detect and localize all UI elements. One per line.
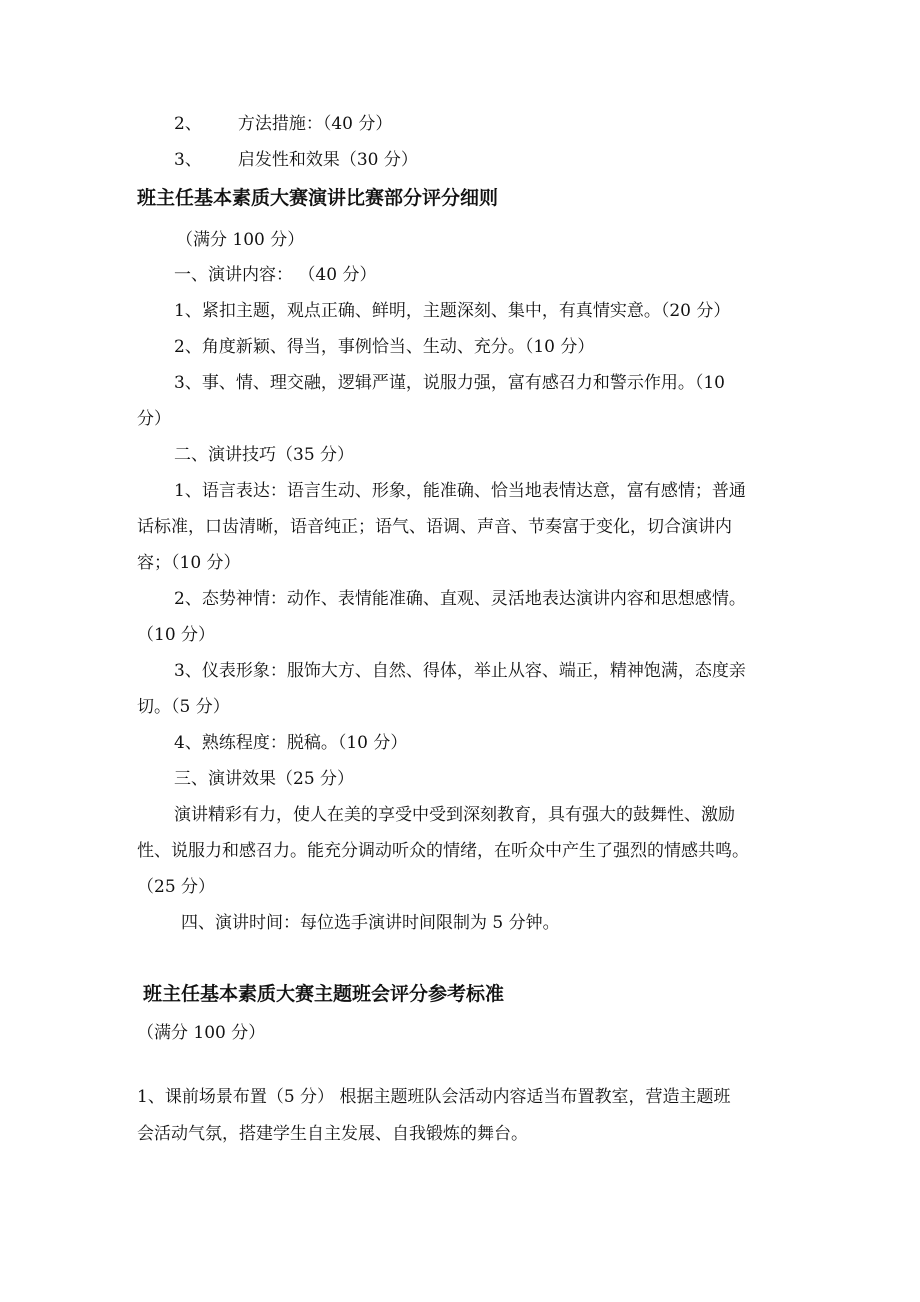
criterion-text: 1、课前场景布置（5 分） 根据主题班队会活动内容适当布置教室，营造主题班	[137, 1087, 731, 1107]
full-score-note: （满分 100 分）	[176, 230, 305, 250]
subsection-heading: 四、演讲时间：每位选手演讲时间限制为 5 分钟。	[181, 913, 560, 933]
criterion-text: 3、事、情、理交融，逻辑严谨，说服力强，富有感召力和警示作用。（10	[174, 373, 725, 393]
criterion-text: 2、角度新颖、得当，事例恰当、生动、充分。（10 分）	[174, 337, 595, 357]
item-number: 3、	[174, 150, 202, 170]
criterion-text: 3、仪表形象：服饰大方、自然、得体，举止从容、端正，精神饱满，态度亲	[174, 661, 746, 681]
criterion-text: 1、紧扣主题，观点正确、鲜明，主题深刻、集中，有真情实意。（20 分）	[174, 301, 731, 321]
list-item	[174, 149, 418, 171]
item-text: 启发性和效果（30 分）	[237, 150, 418, 170]
subsection-heading: 二、演讲技巧（35 分）	[174, 445, 355, 465]
criterion-text: 性、说服力和感召力。能充分调动听众的情绪，在听众中产生了强烈的情感共鸣。	[137, 841, 749, 861]
list-item	[174, 113, 392, 135]
item-number: 2、	[174, 114, 202, 134]
criterion-text: 演讲精彩有力，使人在美的享受中受到深刻教育，具有强大的鼓舞性、激励	[174, 805, 735, 825]
section-title: 班主任基本素质大赛演讲比赛部分评分细则	[137, 187, 499, 209]
criterion-text: 4、熟练程度：脱稿。（10 分）	[174, 733, 408, 753]
criterion-text: 容；（10 分）	[137, 553, 241, 573]
criterion-text: 1、语言表达：语言生动、形象，能准确、恰当地表情达意，富有感情；普通	[174, 481, 746, 501]
criterion-text: 切。（5 分）	[137, 697, 230, 717]
criterion-text: （25 分）	[137, 877, 216, 897]
criterion-text: 分）	[137, 409, 171, 429]
item-text: 方法措施：（40 分）	[237, 114, 393, 134]
subsection-heading: 三、演讲效果（25 分）	[174, 769, 355, 789]
criterion-text: 2、态势神情：动作、表情能准确、直观、灵活地表达演讲内容和思想感情。	[174, 589, 746, 609]
section-title: 班主任基本素质大赛主题班会评分参考标准	[143, 983, 505, 1005]
subsection-heading: 一、演讲内容： （40 分）	[174, 265, 377, 285]
criterion-text: （10 分）	[137, 625, 216, 645]
criterion-text: 会活动气氛，搭建学生自主发展、自我锻炼的舞台。	[137, 1124, 528, 1144]
criterion-text: 话标准，口齿清晰，语音纯正；语气、语调、声音、节奏富于变化，切合演讲内	[137, 517, 732, 537]
full-score-note: （满分 100 分）	[137, 1023, 266, 1043]
